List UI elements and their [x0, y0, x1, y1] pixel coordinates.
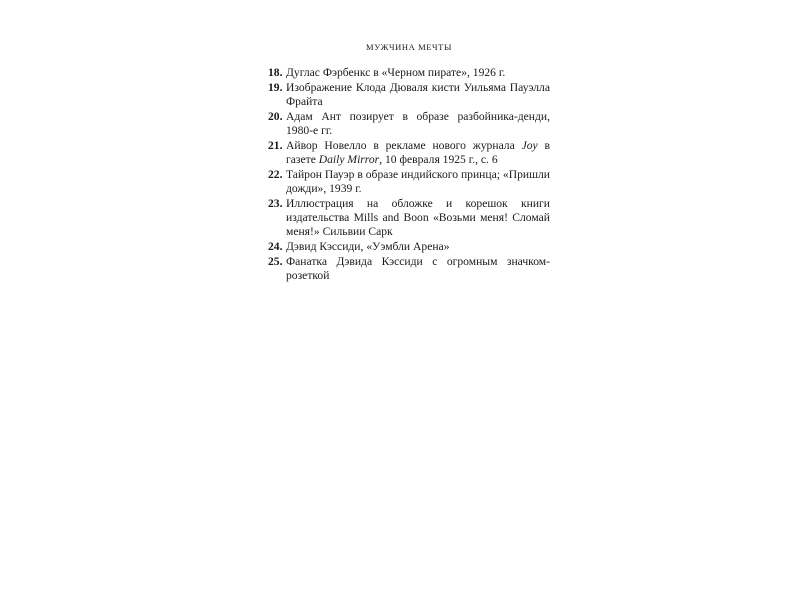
list-item [268, 255, 550, 283]
item-number: 21. [268, 138, 283, 152]
item-number: 20. [268, 109, 283, 123]
item-number: 23. [268, 196, 283, 210]
item-text-part: Айвор Новелло в рекламе нового журнала [286, 138, 522, 152]
item-text: Дэвид Кэссиди, «Уэмбли Арена» [286, 240, 450, 253]
item-text: Изображение Клода Дюваля кисти Уильяма Пауэлла Фрайта [286, 80, 550, 108]
item-number: 18. [268, 66, 283, 79]
item-number: 22. [268, 167, 283, 181]
item-text: Тайрон Пауэр в образе индийского принца; «Пришли дожди», 1939 г. [286, 167, 550, 195]
item-text: Адам Ант позирует в образе разбойника-денди, 1980-е гг. [286, 109, 550, 137]
item-number: 19. [268, 80, 283, 94]
item-text-part: , 10 февраля 1925 г., с. 6 [379, 153, 498, 166]
list-item [268, 81, 550, 109]
list-item [268, 240, 550, 254]
item-text: Иллюстрация на обложке и корешок книги издательства Mills and Boon «Возьми меня! Сломай меня!» Сильвии Сарк [286, 196, 550, 239]
item-number: 24. [268, 240, 283, 253]
item-number: 25. [268, 254, 283, 268]
running-head: МУЖЧИНА МЕЧТЫ [366, 42, 452, 52]
list-item [268, 139, 550, 167]
illustration-list [268, 66, 550, 284]
list-item [268, 66, 550, 80]
list-item [268, 197, 550, 240]
journal-title: Joy [521, 138, 538, 152]
item-text-part: в газете [286, 138, 550, 166]
item-text: Фанатка Дэвида Кэссиди с огромным значком-розеткой [286, 254, 550, 282]
item-text [286, 139, 550, 167]
list-item [268, 168, 550, 196]
item-text: Дуглас Фэрбенкс в «Черном пирате», 1926 г. [286, 66, 506, 79]
list-item [268, 110, 550, 138]
newspaper-title: Daily Mirror [318, 153, 380, 166]
